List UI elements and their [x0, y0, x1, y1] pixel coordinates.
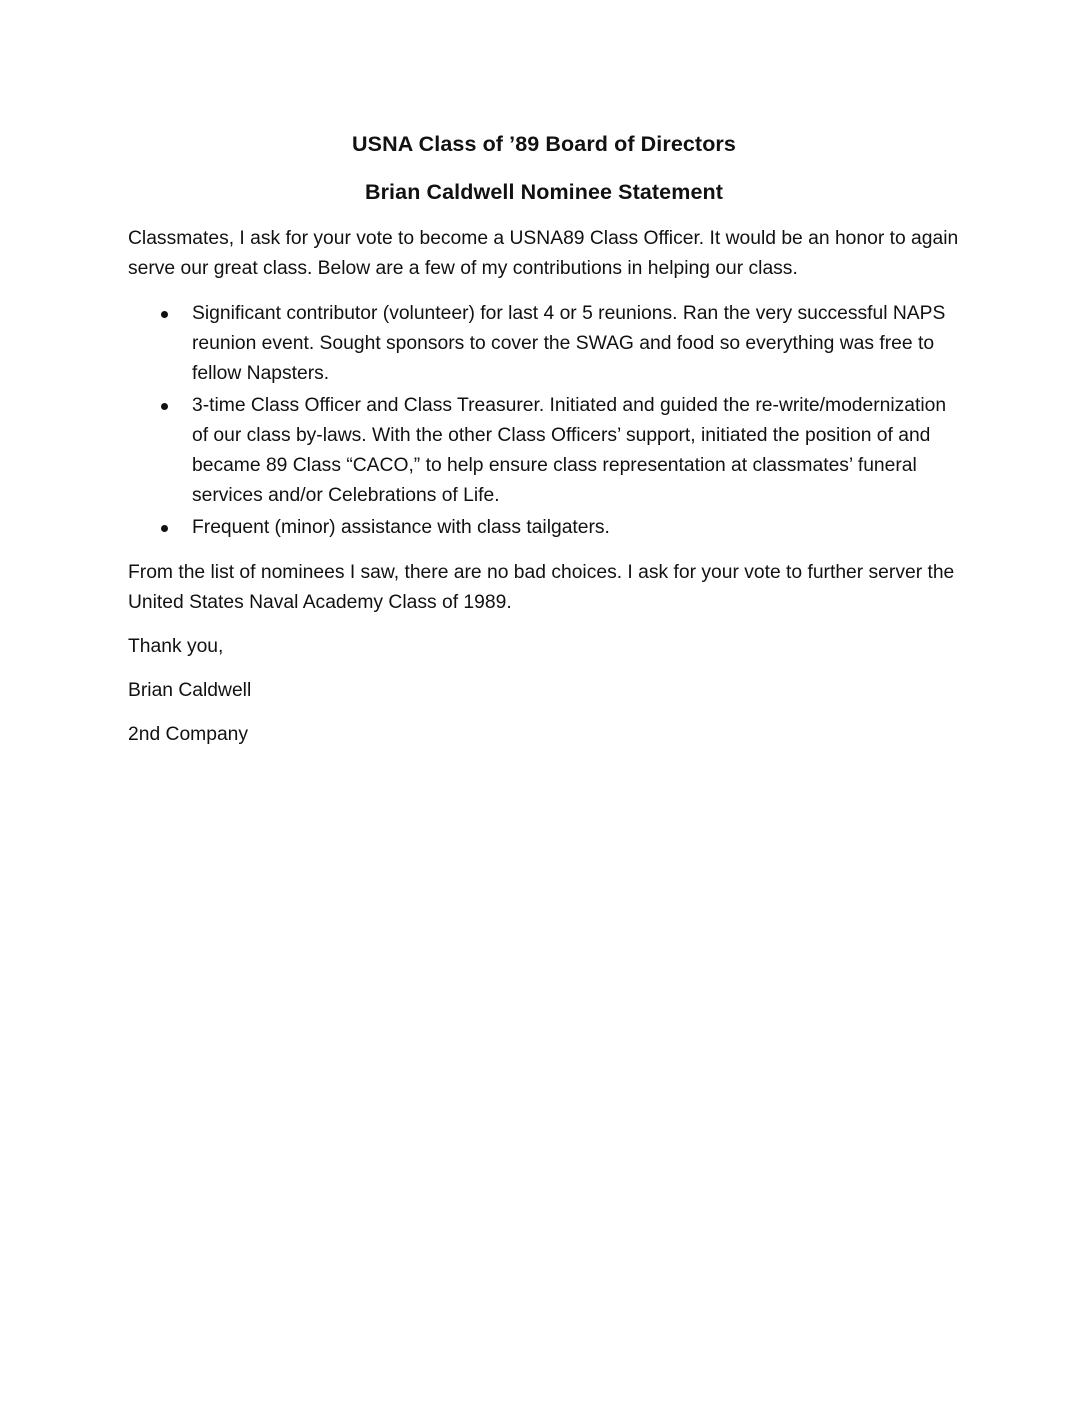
contributions-list: [128, 299, 960, 543]
closing-paragraph: From the list of nominees I saw, there are no bad choices. I ask for your vote to further server the United States Naval Academy Class of 1989.: [128, 562, 955, 613]
intro-paragraph: Classmates, I ask for your vote to become a USNA89 Class Officer. It would be an honor to again serve our great class. Below are a few of my contributions in helping our class.: [128, 228, 959, 279]
list-item: [128, 513, 960, 543]
bullet-icon: [161, 403, 168, 410]
signature-name: Brian Caldwell: [128, 680, 252, 701]
bullet-icon: [161, 525, 168, 532]
document-title: USNA Class of ’89 Board of Directors: [352, 132, 736, 156]
list-item: [128, 299, 960, 389]
bullet-icon: [161, 311, 168, 318]
signature-company: 2nd Company: [128, 724, 249, 745]
document-body: [128, 128, 960, 750]
list-item: [128, 391, 960, 511]
list-item-text: Significant contributor (volunteer) for last 4 or 5 reunions. Ran the very successful NAPS reunion event. Sought sponsors to cover the SWAG and food so everything was free to fellow Napsters.: [192, 303, 946, 384]
list-item-text: 3-time Class Officer and Class Treasurer. Initiated and guided the re-write/modernization of our class by-laws. With the other Class Officers’ support, initiated the position of and became 89 Class “CACO,” to help ensure class representation at classmates’ funeral services and/or Celebrations of Life.: [192, 395, 947, 506]
document-subtitle: Brian Caldwell Nominee Statement: [364, 180, 724, 204]
thanks-line: Thank you,: [128, 636, 224, 657]
list-item-text: Frequent (minor) assistance with class tailgaters.: [192, 517, 610, 538]
